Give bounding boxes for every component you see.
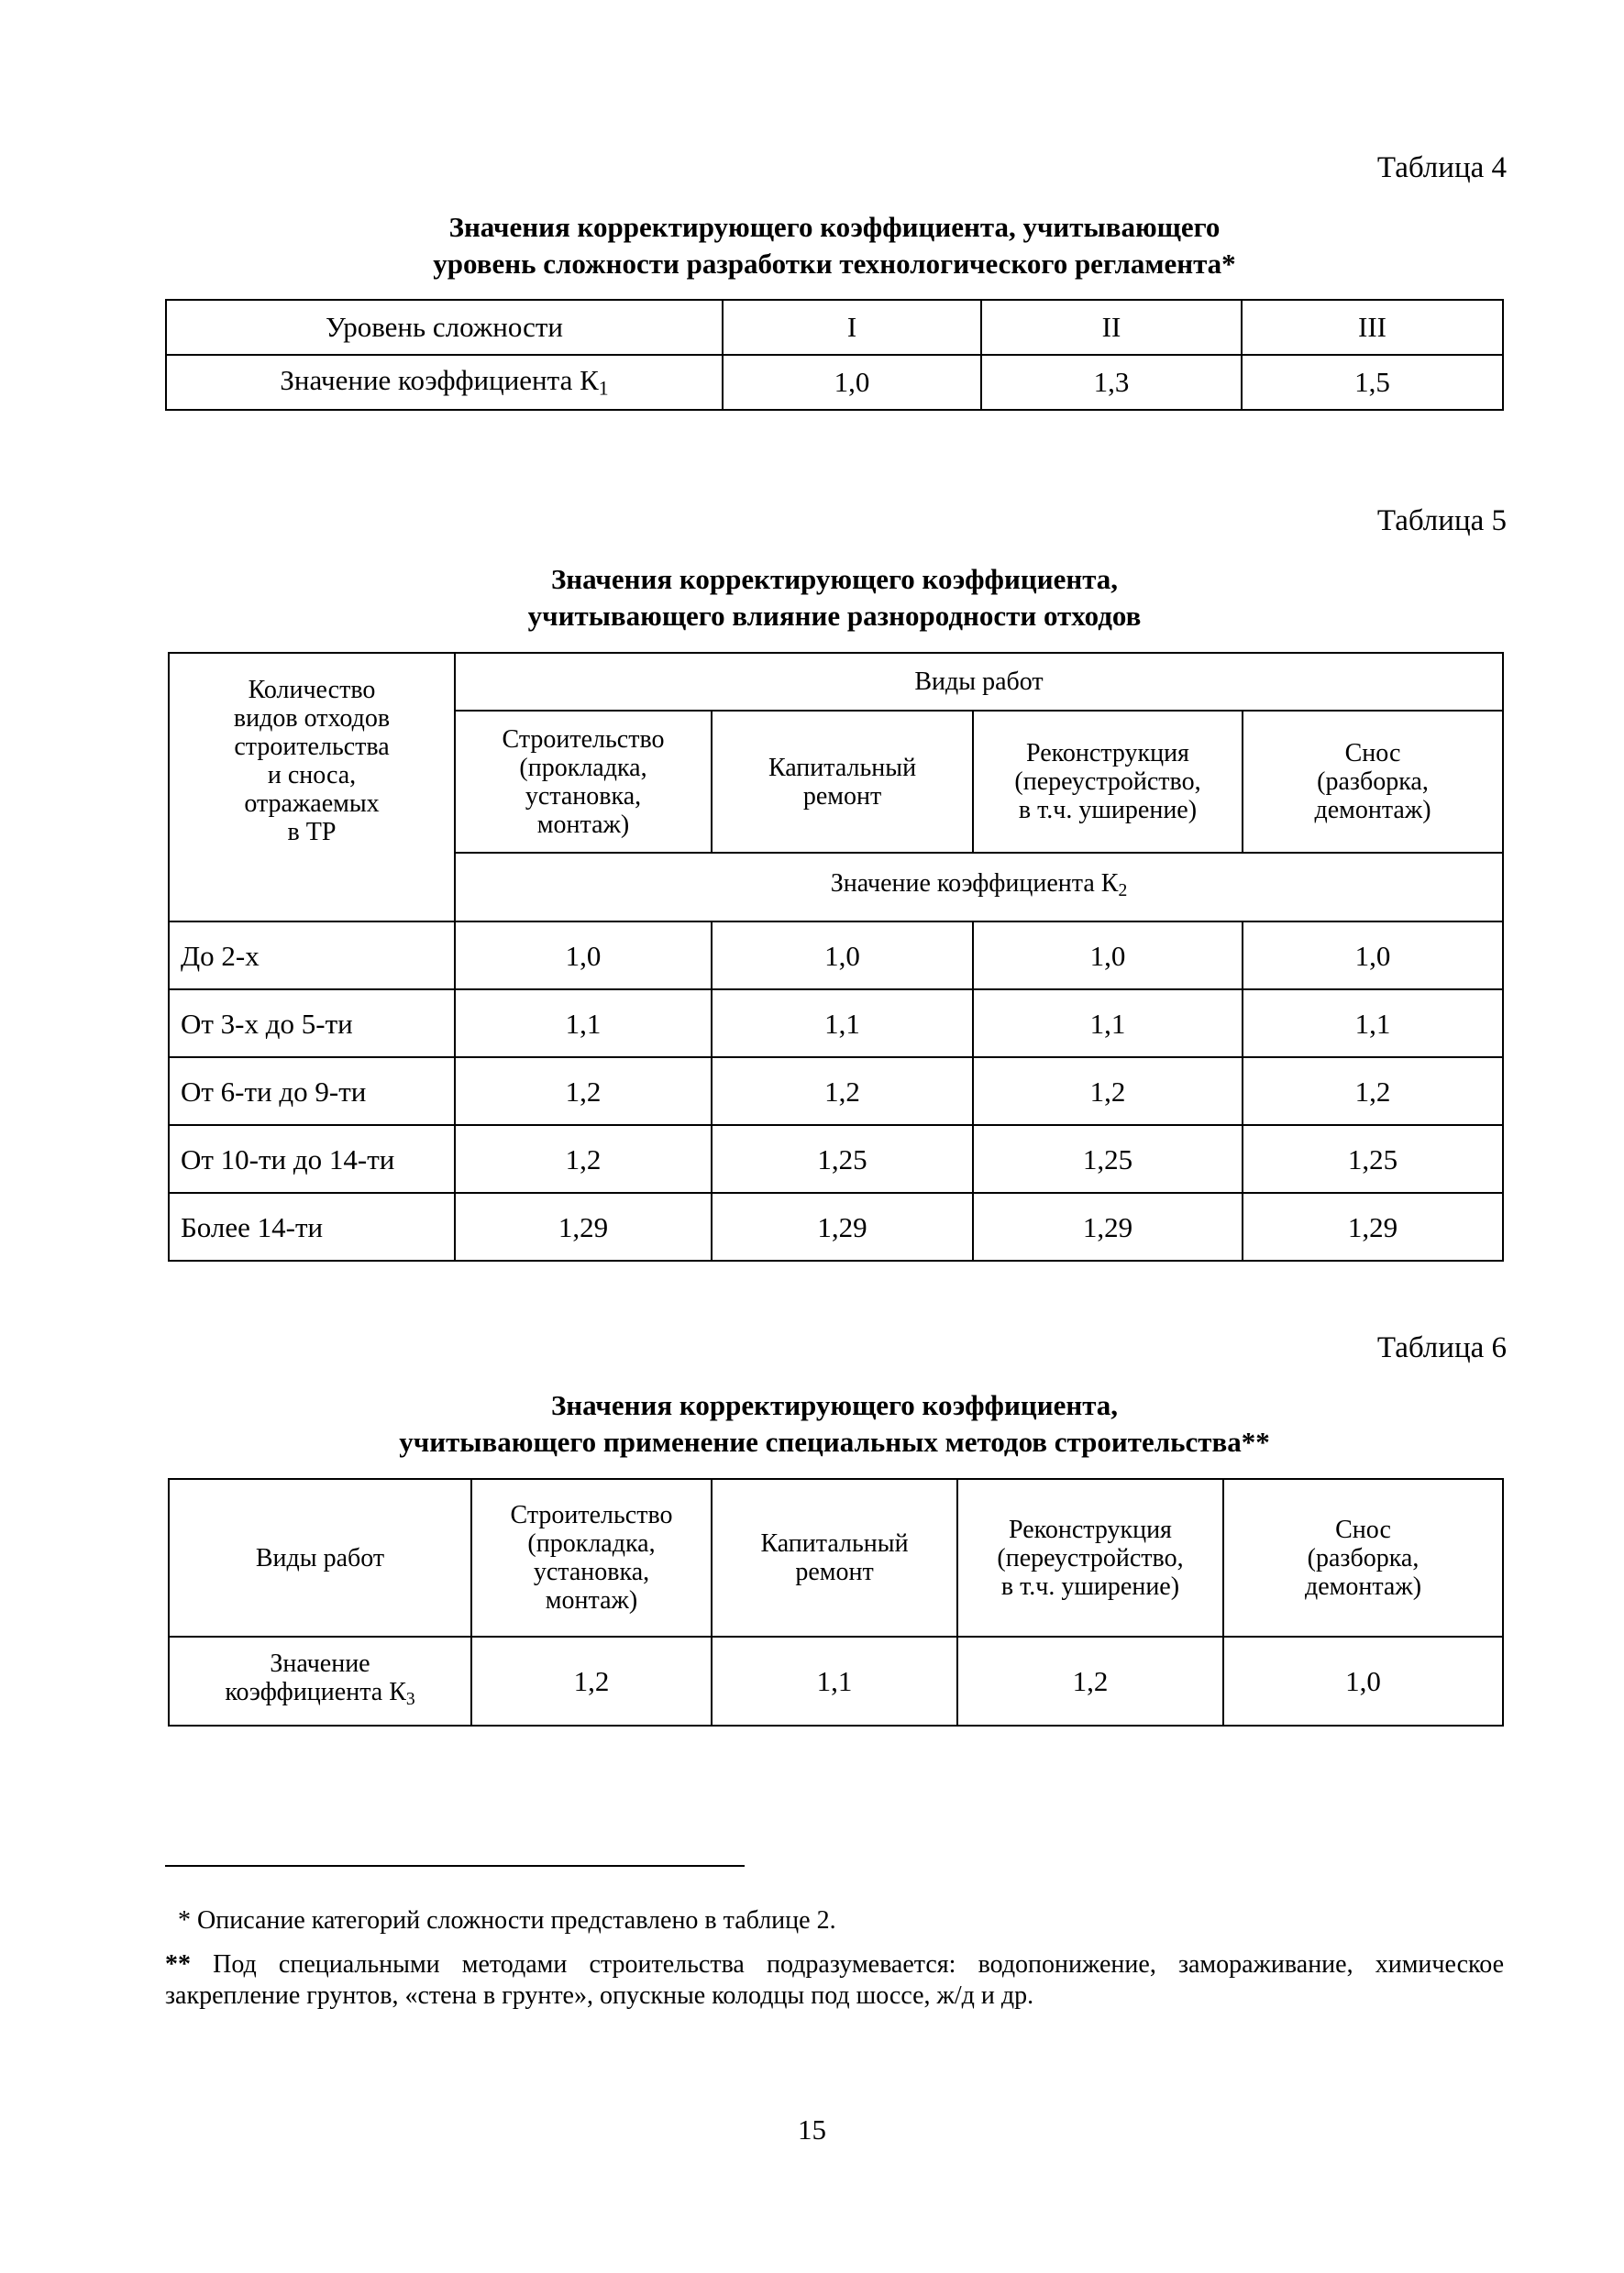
table5-cell: 1,1 [712,989,973,1057]
table-row [169,921,1503,989]
table5-column-header-line: установка, [525,781,642,811]
table6-header-row [169,1479,1503,1637]
table4-header-level: III [1242,300,1503,355]
table6-cell: 1,1 [712,1637,957,1726]
table6-column-header-line: в т.ч. уширение) [1000,1572,1180,1601]
table4-header-label: Уровень сложности [166,300,723,355]
footnote-1: * Описание категорий сложности представлено в таблице 2. [178,1906,836,1935]
table5-cell: 1,25 [1243,1125,1503,1193]
footnote-2-text: Под специальными методами строительства подразумевается: водопонижение, замораживание, химическое закрепление грунтов, «стена в грунте», опускные колодцы под шоссе, ж/д и др. [165,1950,1504,2010]
table6-column-header-line: (разборка, [1307,1543,1420,1572]
table6-column-header-line: установка, [533,1558,650,1586]
page-number: 15 [798,2113,826,2146]
table5-first-header-line: Количество [248,676,376,704]
table5-cell: 1,25 [973,1125,1243,1193]
footnote-2-mark: ** [165,1950,191,1979]
table6 [168,1478,1504,1727]
table6-row-label-line [175,1678,465,1714]
table4-label: Таблица 4 [1376,151,1507,184]
table6-label: Таблица 6 [1376,1331,1507,1364]
table6-column-header [957,1479,1223,1637]
table5-cell: 1,29 [455,1193,712,1261]
table4-header-row [166,300,1503,355]
table6-title-line1: Значения корректирующего коэффициента, [550,1389,1119,1421]
table6-column-header-line: Строительство [510,1501,673,1529]
table-row [169,1057,1503,1125]
table5-column-header-line: (переустройство, [1014,767,1201,796]
table5-column-header-line: демонтаж) [1314,796,1431,824]
table6-row-label-text: коэффициента К [225,1677,406,1706]
table-row [169,1193,1503,1261]
table5-column-header [712,711,973,853]
table5-column-header-line: Строительство [502,724,665,754]
table5-row-label: До 2-х [169,921,455,989]
table5-cell: 1,2 [712,1057,973,1125]
table4-title-line1: Значения корректирующего коэффициента, учитывающего [448,211,1221,243]
table5-cell: 1,2 [1243,1057,1503,1125]
table6-column-header [712,1479,957,1637]
table5-first-header-line: и сноса, [267,761,357,789]
table5-value-header [455,853,1503,921]
footnote-separator [165,1865,745,1867]
table4-cell: 1,5 [1242,355,1503,410]
table5-group-row [169,653,1503,711]
table5-row-label: От 10-ти до 14-ти [169,1125,455,1193]
table6-column-header-line: Реконструкция [1009,1515,1172,1544]
table6-title [165,1387,1504,1461]
table6-first-header: Виды работ [169,1479,471,1637]
table5-column-header-line: Капитальный [768,753,917,782]
table6-column-header-line: монтаж) [545,1586,638,1615]
table6-column-header-line: (прокладка, [527,1529,656,1558]
table6-column-header-line: Капитальный [760,1529,909,1558]
table5-column-header-line: Реконструкция [1026,739,1189,767]
table5-column-header-line: в т.ч. уширение) [1018,796,1198,824]
table5-column-header [1243,711,1503,853]
table5-title [165,561,1504,634]
table5-first-header-line: отражаемых [244,789,380,818]
table5-cell: 1,25 [712,1125,973,1193]
table4-header-level: I [723,300,981,355]
table5-column-header-line: (разборка, [1317,767,1429,796]
table6-column-header-line: (переустройство, [997,1543,1184,1572]
table6-row-label-line: Значение [270,1649,370,1678]
table5-row-label: От 3-х до 5-ти [169,989,455,1057]
table5-cell: 1,0 [973,921,1243,989]
table6-cell: 1,2 [957,1637,1223,1726]
table5-first-header-line: видов отходов [233,704,391,733]
table5 [168,652,1504,1262]
table5-column-header-line: Снос [1344,739,1401,767]
table6-cell: 1,0 [1223,1637,1503,1726]
table-row [169,989,1503,1057]
table6-column-header [1223,1479,1503,1637]
table6-column-header-line: ремонт [795,1558,874,1586]
table5-cell: 1,2 [455,1125,712,1193]
table5-label: Таблица 5 [1376,504,1507,537]
table5-row-label: От 6-ти до 9-ти [169,1057,455,1125]
table5-row-label: Более 14-ти [169,1193,455,1261]
table5-cell: 1,2 [973,1057,1243,1125]
table5-first-header [169,653,455,921]
table6-row-label-sub: 3 [405,1689,415,1709]
table5-cell: 1,1 [1243,989,1503,1057]
table5-first-header-line: строительства [234,733,390,761]
table5-column-header-line: (прокладка, [519,753,647,782]
table6-title-line2: учитывающего применение специальных методов строительства** [399,1426,1270,1458]
table5-cell: 1,29 [973,1193,1243,1261]
footnote-2 [165,1949,1504,2012]
table5-value-header-text: Значение коэффициента К [830,869,1119,899]
table5-cell: 1,1 [455,989,712,1057]
table6-row-label [169,1637,471,1726]
table5-cell: 1,0 [455,921,712,989]
table5-column-header [455,711,712,853]
table-row [169,1125,1503,1193]
table5-cell: 1,1 [973,989,1243,1057]
table6-column-header-line: демонтаж) [1304,1572,1422,1601]
table5-column-header-line: монтаж) [536,810,630,839]
table5-column-header [973,711,1243,853]
table4-row-label-sub: 1 [598,377,609,400]
table5-column-header-line: ремонт [802,781,882,811]
table6-cell: 1,2 [471,1637,712,1726]
table4-header-level: II [981,300,1242,355]
table6-value-row [169,1637,1503,1726]
table4-cell: 1,3 [981,355,1242,410]
table6-column-header [471,1479,712,1637]
table6-column-header-line: Снос [1335,1515,1391,1544]
table5-title-line1: Значения корректирующего коэффициента, [550,563,1119,595]
table4-title-line2: уровень сложности разработки технологического регламента* [433,248,1236,280]
table5-group-header: Виды работ [455,653,1503,711]
table4-value-row [166,355,1503,410]
table4 [165,299,1504,411]
table5-cell: 1,2 [455,1057,712,1125]
table5-cell: 1,29 [712,1193,973,1261]
table5-cell: 1,0 [712,921,973,989]
table4-title [165,209,1504,282]
table5-title-line2: учитывающего влияние разнородности отходов [527,600,1142,632]
table5-cell: 1,29 [1243,1193,1503,1261]
table5-cell: 1,0 [1243,921,1503,989]
table4-row-label-text: Значение коэффициента К [280,364,599,397]
table5-value-header-sub: 2 [1118,880,1128,900]
table4-cell: 1,0 [723,355,981,410]
table4-row-label [166,355,723,410]
table5-first-header-line: в ТР [287,818,337,846]
